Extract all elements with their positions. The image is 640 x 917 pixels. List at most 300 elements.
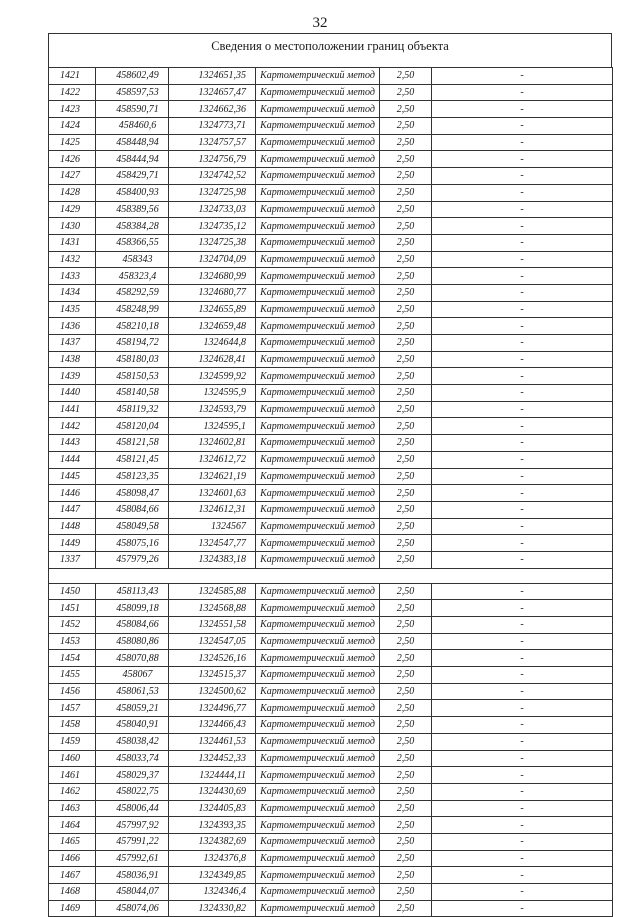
y-coordinate-cell: 1324461,53 <box>169 733 256 750</box>
accuracy-cell: 2,50 <box>380 134 432 151</box>
method-cell: Картометрический метод <box>256 318 380 335</box>
accuracy-cell: 2,50 <box>380 767 432 784</box>
point-number-cell: 1453 <box>49 633 96 650</box>
table-row <box>49 501 613 518</box>
y-coordinate-cell: 1324651,35 <box>169 68 256 85</box>
description-cell: - <box>432 218 613 235</box>
accuracy-cell: 2,50 <box>380 900 432 917</box>
point-number-cell: 1424 <box>49 118 96 135</box>
description-cell: - <box>432 733 613 750</box>
method-cell: Картометрический метод <box>256 368 380 385</box>
table-row <box>49 151 613 168</box>
y-coordinate-cell: 1324593,79 <box>169 401 256 418</box>
x-coordinate-cell: 458323,4 <box>96 268 169 285</box>
method-cell: Картометрический метод <box>256 833 380 850</box>
accuracy-cell: 2,50 <box>380 817 432 834</box>
method-cell: Картометрический метод <box>256 867 380 884</box>
accuracy-cell: 2,50 <box>380 468 432 485</box>
y-coordinate-cell: 1324628,41 <box>169 351 256 368</box>
table-row <box>49 535 613 552</box>
accuracy-cell: 2,50 <box>380 418 432 435</box>
x-coordinate-cell: 458384,28 <box>96 218 169 235</box>
method-cell: Картометрический метод <box>256 351 380 368</box>
x-coordinate-cell: 458070,88 <box>96 650 169 667</box>
accuracy-cell: 2,50 <box>380 617 432 634</box>
x-coordinate-cell: 457979,26 <box>96 551 169 568</box>
table-row <box>49 750 613 767</box>
x-coordinate-cell: 458061,53 <box>96 683 169 700</box>
point-number-cell: 1435 <box>49 301 96 318</box>
table-row <box>49 518 613 535</box>
method-cell: Картометрический метод <box>256 900 380 917</box>
method-cell: Картометрический метод <box>256 401 380 418</box>
point-number-cell: 1436 <box>49 318 96 335</box>
y-coordinate-cell: 1324680,99 <box>169 268 256 285</box>
coordinates-table <box>48 67 613 917</box>
table-row <box>49 767 613 784</box>
description-cell: - <box>432 617 613 634</box>
accuracy-cell: 2,50 <box>380 201 432 218</box>
accuracy-cell: 2,50 <box>380 84 432 101</box>
method-cell: Картометрический метод <box>256 767 380 784</box>
point-number-cell: 1442 <box>49 418 96 435</box>
point-number-cell: 1468 <box>49 884 96 901</box>
x-coordinate-cell: 458444,94 <box>96 151 169 168</box>
description-cell: - <box>432 667 613 684</box>
accuracy-cell: 2,50 <box>380 535 432 552</box>
accuracy-cell: 2,50 <box>380 850 432 867</box>
method-cell: Картометрический метод <box>256 468 380 485</box>
table-row <box>49 184 613 201</box>
table-title: Сведения о местоположении границ объекта <box>48 33 612 59</box>
accuracy-cell: 2,50 <box>380 485 432 502</box>
method-cell: Картометрический метод <box>256 201 380 218</box>
point-number-cell: 1465 <box>49 833 96 850</box>
y-coordinate-cell: 1324526,16 <box>169 650 256 667</box>
method-cell: Картометрический метод <box>256 335 380 352</box>
accuracy-cell: 2,50 <box>380 501 432 518</box>
point-number-cell: 1429 <box>49 201 96 218</box>
x-coordinate-cell: 458210,18 <box>96 318 169 335</box>
y-coordinate-cell: 1324383,18 <box>169 551 256 568</box>
x-coordinate-cell: 458194,72 <box>96 335 169 352</box>
table-row <box>49 201 613 218</box>
method-cell: Картометрический метод <box>256 151 380 168</box>
x-coordinate-cell: 458099,18 <box>96 600 169 617</box>
accuracy-cell: 2,50 <box>380 633 432 650</box>
title-separator <box>48 59 612 67</box>
method-cell: Картометрический метод <box>256 168 380 185</box>
description-cell: - <box>432 68 613 85</box>
x-coordinate-cell: 458123,35 <box>96 468 169 485</box>
method-cell: Картометрический метод <box>256 617 380 634</box>
table-row <box>49 617 613 634</box>
x-coordinate-cell: 458597,53 <box>96 84 169 101</box>
y-coordinate-cell: 1324349,85 <box>169 867 256 884</box>
x-coordinate-cell: 458448,94 <box>96 134 169 151</box>
accuracy-cell: 2,50 <box>380 884 432 901</box>
table-row <box>49 850 613 867</box>
point-number-cell: 1444 <box>49 451 96 468</box>
method-cell: Картометрический метод <box>256 717 380 734</box>
table-row <box>49 551 613 568</box>
accuracy-cell: 2,50 <box>380 667 432 684</box>
y-coordinate-cell: 1324644,8 <box>169 335 256 352</box>
table-row <box>49 600 613 617</box>
method-cell: Картометрический метод <box>256 268 380 285</box>
x-coordinate-cell: 458429,71 <box>96 168 169 185</box>
description-cell: - <box>432 518 613 535</box>
point-number-cell: 1450 <box>49 583 96 600</box>
point-number-cell: 1421 <box>49 68 96 85</box>
point-number-cell: 1446 <box>49 485 96 502</box>
point-number-cell: 1457 <box>49 700 96 717</box>
description-cell: - <box>432 535 613 552</box>
point-number-cell: 1422 <box>49 84 96 101</box>
accuracy-cell: 2,50 <box>380 451 432 468</box>
y-coordinate-cell: 1324601,63 <box>169 485 256 502</box>
method-cell: Картометрический метод <box>256 518 380 535</box>
y-coordinate-cell: 1324585,88 <box>169 583 256 600</box>
y-coordinate-cell: 1324595,9 <box>169 385 256 402</box>
point-number-cell: 1443 <box>49 435 96 452</box>
x-coordinate-cell: 458038,42 <box>96 733 169 750</box>
table-row <box>49 867 613 884</box>
description-cell: - <box>432 717 613 734</box>
x-coordinate-cell: 458121,45 <box>96 451 169 468</box>
point-number-cell: 1454 <box>49 650 96 667</box>
accuracy-cell: 2,50 <box>380 268 432 285</box>
accuracy-cell: 2,50 <box>380 251 432 268</box>
point-number-cell: 1438 <box>49 351 96 368</box>
x-coordinate-cell: 457991,22 <box>96 833 169 850</box>
accuracy-cell: 2,50 <box>380 368 432 385</box>
x-coordinate-cell: 458400,93 <box>96 184 169 201</box>
point-number-cell: 1445 <box>49 468 96 485</box>
x-coordinate-cell: 457997,92 <box>96 817 169 834</box>
description-cell: - <box>432 234 613 251</box>
accuracy-cell: 2,50 <box>380 101 432 118</box>
method-cell: Картометрический метод <box>256 551 380 568</box>
y-coordinate-cell: 1324595,1 <box>169 418 256 435</box>
x-coordinate-cell: 458049,58 <box>96 518 169 535</box>
table-row <box>49 833 613 850</box>
method-cell: Картометрический метод <box>256 451 380 468</box>
point-number-cell: 1464 <box>49 817 96 834</box>
method-cell: Картометрический метод <box>256 284 380 301</box>
x-coordinate-cell: 458022,75 <box>96 783 169 800</box>
description-cell: - <box>432 84 613 101</box>
x-coordinate-cell: 458292,59 <box>96 284 169 301</box>
y-coordinate-cell: 1324602,81 <box>169 435 256 452</box>
y-coordinate-cell: 1324735,12 <box>169 218 256 235</box>
point-number-cell: 1431 <box>49 234 96 251</box>
table-row <box>49 583 613 600</box>
point-number-cell: 1449 <box>49 535 96 552</box>
x-coordinate-cell: 458150,53 <box>96 368 169 385</box>
y-coordinate-cell: 1324496,77 <box>169 700 256 717</box>
point-number-cell: 1434 <box>49 284 96 301</box>
y-coordinate-cell: 1324515,37 <box>169 667 256 684</box>
point-number-cell: 1452 <box>49 617 96 634</box>
table-row <box>49 667 613 684</box>
x-coordinate-cell: 458140,58 <box>96 385 169 402</box>
description-cell: - <box>432 468 613 485</box>
accuracy-cell: 2,50 <box>380 218 432 235</box>
method-cell: Картометрический метод <box>256 600 380 617</box>
x-coordinate-cell: 458033,74 <box>96 750 169 767</box>
description-cell: - <box>432 151 613 168</box>
table-row <box>49 435 613 452</box>
description-cell: - <box>432 318 613 335</box>
description-cell: - <box>432 867 613 884</box>
y-coordinate-cell: 1324430,69 <box>169 783 256 800</box>
accuracy-cell: 2,50 <box>380 783 432 800</box>
description-cell: - <box>432 451 613 468</box>
description-cell: - <box>432 583 613 600</box>
x-coordinate-cell: 458120,04 <box>96 418 169 435</box>
method-cell: Картометрический метод <box>256 750 380 767</box>
accuracy-cell: 2,50 <box>380 551 432 568</box>
point-number-cell: 1459 <box>49 733 96 750</box>
x-coordinate-cell: 458343 <box>96 251 169 268</box>
accuracy-cell: 2,50 <box>380 318 432 335</box>
y-coordinate-cell: 1324725,38 <box>169 234 256 251</box>
separator-cell <box>49 568 613 583</box>
y-coordinate-cell: 1324444,11 <box>169 767 256 784</box>
description-cell: - <box>432 168 613 185</box>
y-coordinate-cell: 1324733,03 <box>169 201 256 218</box>
accuracy-cell: 2,50 <box>380 650 432 667</box>
description-cell: - <box>432 833 613 850</box>
table-row <box>49 884 613 901</box>
x-coordinate-cell: 458590,71 <box>96 101 169 118</box>
description-cell: - <box>432 351 613 368</box>
method-cell: Картометрический метод <box>256 251 380 268</box>
accuracy-cell: 2,50 <box>380 385 432 402</box>
description-cell: - <box>432 501 613 518</box>
method-cell: Картометрический метод <box>256 667 380 684</box>
description-cell: - <box>432 700 613 717</box>
point-number-cell: 1423 <box>49 101 96 118</box>
method-cell: Картометрический метод <box>256 650 380 667</box>
point-number-cell: 1437 <box>49 335 96 352</box>
x-coordinate-cell: 458113,43 <box>96 583 169 600</box>
x-coordinate-cell: 458036,91 <box>96 867 169 884</box>
method-cell: Картометрический метод <box>256 134 380 151</box>
method-cell: Картометрический метод <box>256 535 380 552</box>
method-cell: Картометрический метод <box>256 633 380 650</box>
description-cell: - <box>432 817 613 834</box>
table-row <box>49 101 613 118</box>
y-coordinate-cell: 1324704,09 <box>169 251 256 268</box>
y-coordinate-cell: 1324621,19 <box>169 468 256 485</box>
description-cell: - <box>432 118 613 135</box>
method-cell: Картометрический метод <box>256 184 380 201</box>
description-cell: - <box>432 900 613 917</box>
x-coordinate-cell: 458119,32 <box>96 401 169 418</box>
method-cell: Картометрический метод <box>256 800 380 817</box>
table-row <box>49 368 613 385</box>
method-cell: Картометрический метод <box>256 783 380 800</box>
accuracy-cell: 2,50 <box>380 435 432 452</box>
method-cell: Картометрический метод <box>256 501 380 518</box>
point-number-cell: 1447 <box>49 501 96 518</box>
y-coordinate-cell: 1324612,31 <box>169 501 256 518</box>
table-row <box>49 468 613 485</box>
accuracy-cell: 2,50 <box>380 351 432 368</box>
accuracy-cell: 2,50 <box>380 151 432 168</box>
accuracy-cell: 2,50 <box>380 301 432 318</box>
accuracy-cell: 2,50 <box>380 583 432 600</box>
table-row <box>49 218 613 235</box>
table-row <box>49 717 613 734</box>
method-cell: Картометрический метод <box>256 817 380 834</box>
table-row <box>49 418 613 435</box>
method-cell: Картометрический метод <box>256 884 380 901</box>
x-coordinate-cell: 458602,49 <box>96 68 169 85</box>
description-cell: - <box>432 650 613 667</box>
accuracy-cell: 2,50 <box>380 750 432 767</box>
table-row <box>49 385 613 402</box>
point-number-cell: 1448 <box>49 518 96 535</box>
description-cell: - <box>432 284 613 301</box>
x-coordinate-cell: 458180,03 <box>96 351 169 368</box>
accuracy-cell: 2,50 <box>380 68 432 85</box>
description-cell: - <box>432 485 613 502</box>
accuracy-cell: 2,50 <box>380 184 432 201</box>
table-row <box>49 401 613 418</box>
method-cell: Картометрический метод <box>256 84 380 101</box>
point-number-cell: 1440 <box>49 385 96 402</box>
x-coordinate-cell: 457992,61 <box>96 850 169 867</box>
y-coordinate-cell: 1324659,48 <box>169 318 256 335</box>
method-cell: Картометрический метод <box>256 118 380 135</box>
method-cell: Картометрический метод <box>256 101 380 118</box>
x-coordinate-cell: 458059,21 <box>96 700 169 717</box>
table-row <box>49 817 613 834</box>
table-row <box>49 168 613 185</box>
accuracy-cell: 2,50 <box>380 234 432 251</box>
y-coordinate-cell: 1324568,88 <box>169 600 256 617</box>
table-row <box>49 301 613 318</box>
point-number-cell: 1425 <box>49 134 96 151</box>
table-row <box>49 335 613 352</box>
x-coordinate-cell: 458006,44 <box>96 800 169 817</box>
x-coordinate-cell: 458084,66 <box>96 501 169 518</box>
y-coordinate-cell: 1324551,58 <box>169 617 256 634</box>
description-cell: - <box>432 750 613 767</box>
y-coordinate-cell: 1324466,43 <box>169 717 256 734</box>
y-coordinate-cell: 1324405,83 <box>169 800 256 817</box>
y-coordinate-cell: 1324680,77 <box>169 284 256 301</box>
point-number-cell: 1430 <box>49 218 96 235</box>
x-coordinate-cell: 458084,66 <box>96 617 169 634</box>
description-cell: - <box>432 551 613 568</box>
method-cell: Картометрический метод <box>256 583 380 600</box>
x-coordinate-cell: 458075,16 <box>96 535 169 552</box>
point-number-cell: 1427 <box>49 168 96 185</box>
description-cell: - <box>432 134 613 151</box>
point-number-cell: 1456 <box>49 683 96 700</box>
point-number-cell: 1441 <box>49 401 96 418</box>
point-number-cell: 1469 <box>49 900 96 917</box>
method-cell: Картометрический метод <box>256 234 380 251</box>
y-coordinate-cell: 1324757,57 <box>169 134 256 151</box>
table-row <box>49 783 613 800</box>
x-coordinate-cell: 458080,86 <box>96 633 169 650</box>
x-coordinate-cell: 458067 <box>96 667 169 684</box>
description-cell: - <box>432 401 613 418</box>
table-row <box>49 451 613 468</box>
table-row <box>49 683 613 700</box>
page-number: 32 <box>312 15 328 31</box>
description-cell: - <box>432 783 613 800</box>
x-coordinate-cell: 458460,6 <box>96 118 169 135</box>
accuracy-cell: 2,50 <box>380 168 432 185</box>
table-row <box>49 68 613 85</box>
y-coordinate-cell: 1324393,35 <box>169 817 256 834</box>
table-row <box>49 700 613 717</box>
x-coordinate-cell: 458074,06 <box>96 900 169 917</box>
point-number-cell: 1467 <box>49 867 96 884</box>
method-cell: Картометрический метод <box>256 485 380 502</box>
accuracy-cell: 2,50 <box>380 401 432 418</box>
y-coordinate-cell: 1324452,33 <box>169 750 256 767</box>
x-coordinate-cell: 458389,56 <box>96 201 169 218</box>
table-row <box>49 900 613 917</box>
table-row <box>49 733 613 750</box>
point-number-cell: 1428 <box>49 184 96 201</box>
accuracy-cell: 2,50 <box>380 700 432 717</box>
accuracy-cell: 2,50 <box>380 717 432 734</box>
accuracy-cell: 2,50 <box>380 733 432 750</box>
y-coordinate-cell: 1324567 <box>169 518 256 535</box>
point-number-cell: 1460 <box>49 750 96 767</box>
description-cell: - <box>432 850 613 867</box>
y-coordinate-cell: 1324382,69 <box>169 833 256 850</box>
description-cell: - <box>432 683 613 700</box>
point-number-cell: 1426 <box>49 151 96 168</box>
method-cell: Картометрический метод <box>256 68 380 85</box>
table-row <box>49 351 613 368</box>
method-cell: Картометрический метод <box>256 683 380 700</box>
point-number-cell: 1439 <box>49 368 96 385</box>
point-number-cell: 1463 <box>49 800 96 817</box>
x-coordinate-cell: 458121,58 <box>96 435 169 452</box>
description-cell: - <box>432 600 613 617</box>
x-coordinate-cell: 458040,91 <box>96 717 169 734</box>
point-number-cell: 1461 <box>49 767 96 784</box>
description-cell: - <box>432 101 613 118</box>
x-coordinate-cell: 458366,55 <box>96 234 169 251</box>
method-cell: Картометрический метод <box>256 850 380 867</box>
point-number-cell: 1433 <box>49 268 96 285</box>
table-row <box>49 234 613 251</box>
accuracy-cell: 2,50 <box>380 335 432 352</box>
y-coordinate-cell: 1324662,36 <box>169 101 256 118</box>
method-cell: Картометрический метод <box>256 733 380 750</box>
point-number-cell: 1337 <box>49 551 96 568</box>
table-row <box>49 251 613 268</box>
description-cell: - <box>432 335 613 352</box>
table-row <box>49 284 613 301</box>
point-number-cell: 1462 <box>49 783 96 800</box>
accuracy-cell: 2,50 <box>380 600 432 617</box>
description-cell: - <box>432 201 613 218</box>
description-cell: - <box>432 301 613 318</box>
boundary-table-frame <box>48 33 612 917</box>
